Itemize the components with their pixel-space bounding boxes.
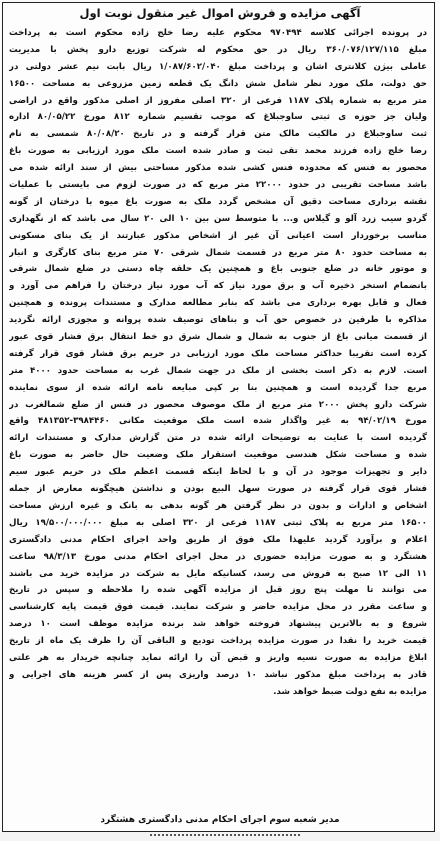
- notice-line: مبلغ ۳۶۰/۰۷۶/۱۲۷/۱۱۵ ریال در حق محکوم له شرکت توزیع دارو پخش با مدیریت: [9, 44, 427, 55]
- notice-line: قادر به پرداخت مبلغ مذکور نباشد ۱۰ درصد واریزی پس از کسر هزینه های اجرایی و: [9, 669, 427, 680]
- notice-line: ابلاغ مزایده به صورت نسیه واریز و قبض آن را ارائه نماید چنانچه خریدار به هر علتی: [9, 652, 427, 663]
- notice-line: حق دولت، ملک مورد نظر شامل شش دانگ یک قطعه زمین مزروعی به مساحت ۱۶۵۰۰: [9, 78, 427, 89]
- notice-line: است. لازم به ذکر است بخشی از ملک در جهت شمال غرب به مساحت حدود ۴۰۰۰ متر: [9, 365, 427, 376]
- notice-line: اعلام و برآورد گردید علیهذا ملک فوق از طریق واحد اجرای احکام مدنی دادگستری: [9, 534, 427, 545]
- notice-line: فشار قوی قرار گرفته در صورت سهل البیع بودن و نداشتن هیچگونه معارض از جمله: [9, 484, 427, 495]
- notice-line: و ساعت مقرر در محل مزایده حاضر و شرکت نمایند. قیمت فوق قیمت پایه کارشناسی: [9, 602, 427, 613]
- notice-line: می توانند تا مهلت پنج روز قبل از مزایده آگهی شده را ملاحظه و سپس در تاریخ: [9, 585, 427, 596]
- notice-line: باشد مساحت تقریبی در حدود ۲۲۰۰۰ متر مربع که در صورت لزوم می بایستی با عملیات: [9, 180, 427, 191]
- notice-line: مذاکره با طرفین در خصوص حق آب و بناهای توصیف شده پروانه و مجوزی ارائه نگردید: [9, 315, 427, 326]
- notice-title: آگهی مزایده و فروش اموال غیر منقول نوبت اول: [79, 6, 361, 20]
- notice-line: مورخ ۹۴/۰۲/۱۹ به غیر واگذار شده است ملک موقعیت مکانی ۳۹۸۴۴۶۰-۴۸۱۳۵۲ واقع: [9, 416, 427, 427]
- notice-line: از قسمت میانی باغ از جنوب به شمال و شمال شرق دو خط انتقال برق فشار قوی عبور: [9, 332, 427, 343]
- notice-line: به مساحت حدود ۸۰ متر مربع در قسمت شمال شرقی ۷۰ متر مربع بنای کارگری و انبار: [9, 247, 427, 258]
- notice-body: [9, 25, 427, 701]
- cropped-text-fragment: [150, 834, 300, 841]
- notice-line: شرکت دارو پخش ۲۰۰۰ متر مربع از ملک موصوف محصور در فنس از ضلع شمالغرب در: [9, 399, 427, 410]
- notice-line: شروع و به بالاترین پیشنهاد فروخته خواهد شد برنده مزایده موظف است ۱۰ درصد: [9, 619, 427, 630]
- notice-line: محصور به فنس که محدوده فنس کشی شده مذکور مساحتی بیش از سند ارائه شده می: [9, 163, 427, 174]
- notice-line: ۱۱ الی ۱۲ صبح به فروش می رسد، کسانیکه مایل به شرکت در مزایده خرید می باشند: [9, 568, 427, 579]
- notice-line: ثبت ساوجبلاغ در مالکیت مالک متن قرار گرفته و در تاریخ ۸۰/۰۸/۲۰ شمسی به نام: [9, 129, 427, 140]
- notice-line: کرده است تقریبا حداکثر مساحت ملک مورد ارزیابی در حریم برق فشار قوی قرار گرفته: [9, 348, 427, 359]
- notice-signature: مدیر شعبه سوم اجرای احکام مدنی دادگستری هشتگرد: [100, 815, 340, 825]
- notice-line: ولیان جز حوزه ی ثبتی ساوجبلاغ که موجب تقسیم شماره ۸۱۲ مورخ ۸۰/۰۵/۲۲ اداره: [9, 112, 427, 123]
- notice-line: گردو سیب زرد آلو و گیلاس و... با متوسط سن بین ۱۰ الی ۲۰ سال می باشد که از نگهداری: [9, 213, 427, 224]
- notice-line: متر مربع به شماره پلاک ۱۱۸۷ فرعی از ۳۲۰ اصلی مفروز از اصلی مذکور واقع در اراضی: [9, 95, 427, 106]
- notice-line: مربع جدا گردیده است و همچنین بنا بر کپی مبایعه نامه ارائه شده از سوی نماینده: [9, 382, 427, 393]
- notice-line: دایر و تجهیزات موجود در آن و با لحاظ اینکه قسمت اعظم ملک در حریم عبور سیم: [9, 467, 427, 478]
- notice-line: هشتگرد و به صورت مزایده حضوری در محل اجرای احکام مدنی مورخ ۹۸/۳/۱۳ ساعت: [9, 551, 427, 562]
- notice-line: مناسب برخوردار است اعیانی آن غیر از اشخاص مذکور عبارتند از یک بنای مسکونی: [9, 230, 427, 241]
- notice-line: بانضمام استخر ذخیره آب و برق مورد نیاز که آب مورد نیاز درختان را فراهم می آورد و: [9, 281, 427, 292]
- notice-line: فعال و قابل بهره برداری می باشد که بنابر مطالعه مدارک و مستندات پرونده و همچنین: [9, 298, 427, 309]
- notice-line: ۱۶۵۰۰ متر مربع به پلاک ثبتی ۱۱۸۷ فرعی از ۳۲۰ اصلی به مبلغ ۱۹/۵۰۰/۰۰۰/۰۰۰ ریال: [9, 517, 427, 528]
- notice-line: عاملی بیژن کلانتری اشان و پرداخت مبلغ ۱/۰۸۷/۶۰۲/۰۴۰ ریال بابت نیم عشر دولتی در: [9, 61, 427, 72]
- notice-line: قیمت خرید را نقدا در صورت مزایده پرداخت تودیع و الباقی آن را ظرف یک ماه از تاریخ: [9, 636, 427, 647]
- cropped-next-text: [0, 832, 440, 841]
- notice-line: و موتور خانه در ضلع جنوبی باغ و همچنین یک حلقه چاه دستی در ضلع شمال شرقی: [9, 264, 427, 275]
- notice-line: گردیده است با عنایت به توضیحات ارائه شده در متن گزارش مدارک و مستندات ارائه: [9, 433, 427, 444]
- notice-line: نقشه برداری مساحت دقیق آن مشخص گردد ملک به صورت باغ میوه با درختان از گونه: [9, 196, 427, 207]
- notice-line: اشخاص و ادارات و بدون در نظر گرفتن هر گونه بدهی به بانک و غیره ارزش مساحت: [9, 500, 427, 511]
- notice-line: مزایده به نفع دولت ضبط خواهد شد.: [273, 686, 427, 697]
- notice-line: رضا خلج زاده فرزند محمد تقی ثبت و صادر شده است ملک مورد ارزیابی به صورت باغ: [9, 146, 427, 157]
- notice-line: در پرونده اجرائی کلاسه ۹۷۰۴۹۴ محکوم علیه رضا خلج زاده محکوم است به پرداخت: [9, 28, 427, 38]
- notice-line: شده و مساحت شکل هندسی موقعیت استقرار ملک وضعیت حال حاضر به صورت باغ: [9, 450, 427, 461]
